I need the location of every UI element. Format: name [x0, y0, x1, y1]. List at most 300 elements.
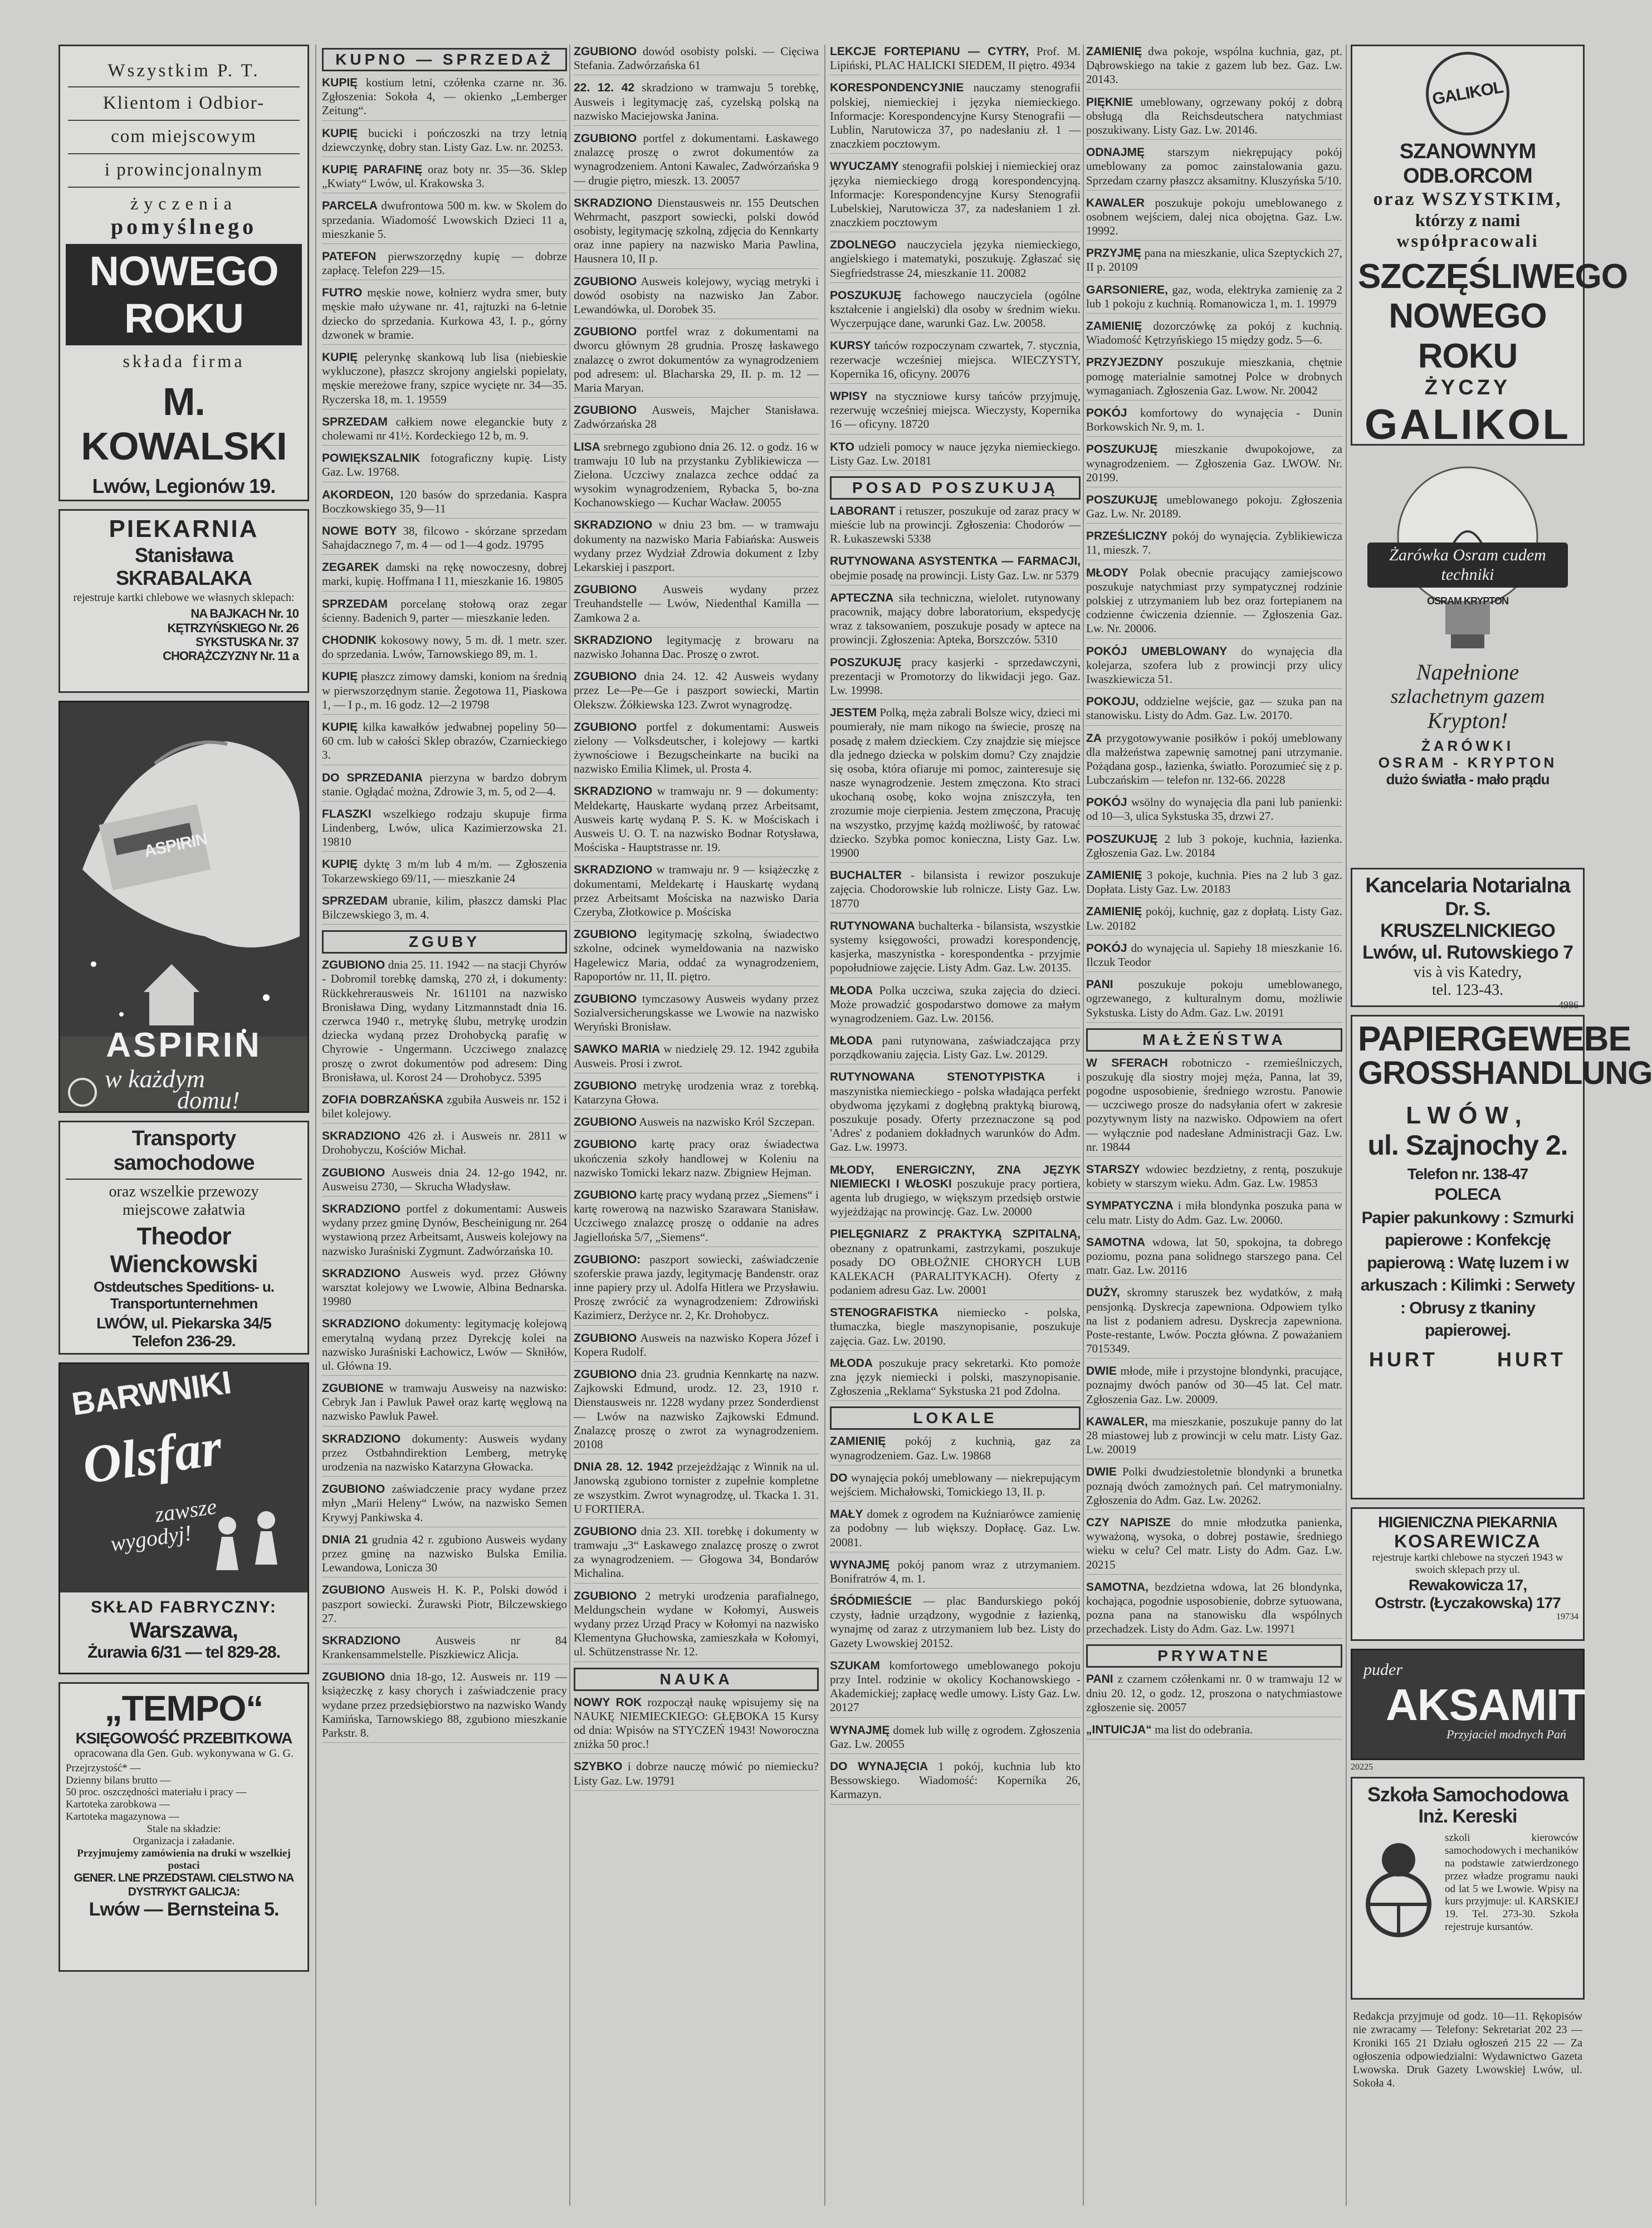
classified-headline: ZGUBIONO — [322, 1166, 385, 1179]
tempo-ad — [58, 1682, 309, 1972]
classified-body: do mnie młodzutka panienka, wyważoną, wysoka, o dobrej postawie, średniego wieku w celu? Cel matr. Listy do Adm. Gaz. Lw. 20215 — [1086, 1515, 1343, 1571]
classified-ad — [1086, 644, 1342, 690]
classified-body: kartę pracy oraz świadectwa ukończenia szkoły handlowej w Koleniu na nazwisko Tomicki lekarz nazw. Zbigniew Hejman. — [574, 1137, 819, 1179]
classified-headline: KUPIĘ — [322, 858, 358, 871]
classified-headline: 22. 12. 42 — [574, 81, 635, 95]
classified-ad — [1086, 795, 1342, 826]
classified-headline: POSZUKUJĘ — [1086, 443, 1158, 456]
classified-ad — [830, 45, 1081, 75]
classified-ad — [322, 1634, 567, 1664]
classified-ad — [830, 1594, 1081, 1653]
bakery-address: CHORĄŻCZYZNY Nr. 11 a — [163, 649, 299, 663]
papier-phone: Telefon nr. 138-47 — [1407, 1165, 1528, 1183]
classified-body: całkiem nowe eleganckie buty z cholewami nr 41½. Kordeckiego 12 b, m. 9. — [322, 414, 568, 442]
classified-ad — [830, 554, 1081, 585]
classified-ad — [1086, 868, 1342, 899]
classified-headline: KURSY — [830, 339, 871, 353]
classified-body: dnia 18-go, 12. Ausweis nr. 119 — książeczkę z kasy chorych i zaświadczenie pracy wydane przez przedsiębiorstwo na nazwisko Wandy Kamińska, Tarnowskiego 88, zgubiono mieszkanie Parkstr. 8. — [322, 1670, 567, 1740]
aspirin-slogan: domu! — [177, 1087, 240, 1114]
classified-headline: PRZEŚLICZNY — [1086, 530, 1167, 543]
notary-phone: tel. 123-43. — [1431, 981, 1504, 999]
classified-ad — [830, 1507, 1081, 1552]
classified-body: przejeżdżając z Winnik na ul. Janowską zgubiono tornister z zupełnie kompletne ze wszystkim. Zwrot wynagrodzę, ul. Tkacka 1. 31. U FORTIERA. — [574, 1460, 819, 1516]
classified-headline: POSZUKUJĘ — [1086, 832, 1158, 846]
classified-body: i maszynistka niemieckiego - polska władająca perfekt obydwoma językami z dogłębną praktyką biurową, poszukuje posady. Oferty przeznaczone są pod 'Adres' z podaniem dokładnych warunków do Adm. Gaz. Lw. 19973. — [830, 1070, 1081, 1154]
classified-headline: ZGUBIONO — [574, 670, 637, 683]
classified-body: poszukuje pokoju umeblowanego, ogrzewanego, z kulturalnym domu, możliwie Sykstuska. Listy do Adm. Gaz. Lw. 20191 — [1086, 978, 1342, 1019]
papier-title: GROSSHANDLUNG — [1358, 1055, 1652, 1091]
classified-body: skradziono w tramwaju 5 torebkę, Ausweis i legitymację zaś, cyzelską polską na nazwisko Maciejowska Janina. — [574, 81, 819, 123]
classified-body: pierzyna w bardzo dobrym stanie. Ogłądać można, Zdrowie 3, m. 5, od 2—4. — [322, 770, 567, 798]
section-header: ZGUBY — [322, 930, 567, 954]
dancing-figures-icon — [199, 1503, 300, 1587]
classified-body: mieszkanie dwupokojowe, za wynagrodzeniem. — Zgłoszenia Gaz. LWOW. Nr. 20199. — [1086, 442, 1342, 484]
classified-ad — [322, 1583, 567, 1628]
classified-ad — [1086, 283, 1342, 314]
classified-ad — [322, 894, 567, 925]
olstar-slogan: zawsze — [153, 1493, 218, 1527]
classified-body: umeblowany, ogrzewany pokój z dobrą obsługą dla Reichsdeutschera natychmiast poszukiwany. Listy Gaz. Lw. 20146. — [1086, 95, 1343, 136]
classified-body: fachowego nauczyciela (ogólne kształcenie i angielski) dla osoby w średnim wieku. Wyczerpujące dane, warunki Gaz. Lw. 20058. — [830, 288, 1081, 330]
classified-body: i retuszer, poszukuje od zaraz pracy w mieście lub na prowincji. Zgłoszenia: Chodorów — R. Łukaszewski 5338 — [830, 504, 1081, 546]
classified-ad — [574, 992, 819, 1037]
classified-body: siła techniczna, wielolet. rutynowany pracownik, mający dobre laboratorium, ekspedycję wraz z taksowaniem, poszukuje posady w aptece na prowincji. Zgłoszenia: Apteka, Borszczów. 5310 — [830, 590, 1081, 647]
classified-ad — [830, 984, 1081, 1029]
classified-ad — [322, 1381, 567, 1426]
classified-body: wdowiec bezdzietny, z rentą, poszukuje kobiety w starszym wieku. Adm. Gaz. Lw. 19853 — [1086, 1162, 1342, 1190]
classified-headline: ZGUBIONO — [574, 583, 637, 597]
classified-headline: JESTEM — [830, 706, 877, 720]
classified-headline: SKRADZIONO — [322, 1432, 401, 1445]
aspirin-ad — [58, 701, 309, 1113]
classified-headline: DUŻY, — [1086, 1286, 1120, 1299]
classified-body: 2 lub 3 pokoje, kuchnia, łazienka. Zgłoszenia Gaz. Lw. 20184 — [1086, 832, 1343, 859]
classified-body: Dienstausweis nr. 155 Deutschen Wehrmacht, paszport sowiecki, polski dowód osobisty, legitymację szkolną, zdjęcia do Kennkarty oraz inne papiery na nazwisko Maria Pawlina, Hausnera 10, II p. — [574, 196, 819, 266]
classified-body: pani rutynowana, zaświadczająca przy porządkowaniu zajęcia. Listy Gaz. Lw. 20129. — [830, 1034, 1081, 1062]
classified-headline: SPRZEDAM — [322, 894, 388, 907]
olstar-dyes-ad — [58, 1362, 309, 1674]
classified-headline: POKÓJ UMEBLOWANY — [1086, 644, 1228, 658]
classified-headline: KUPIĘ — [322, 720, 358, 734]
classified-body: dnia 24. 12. 42 Ausweis wydany przez Le—Pe—Ge i paszport sowiecki, Martin Olekszw. Żółkiewska 123. Zwrot wynagrodzę. — [574, 670, 819, 711]
classified-headline: DO SPRZEDANIA — [322, 771, 423, 784]
classified-headline: ZGUBIONO — [574, 1525, 637, 1538]
classified-body: skromny staruszek bez wydatków, z małą pensjonką. Dyskrecja zapewniona. Odpowiem tylko na list z podaniem adresu. Dyskrecja zapewniona. Poste-restante, Lwów. Poczta główna. Z poważaniem 7015349. — [1086, 1286, 1343, 1356]
classified-body: paszport sowiecki, zaświadczenie szoferskie prawa jazdy, legitymację Bandenstr. oraz inne papiery przy ul. Adolfa Hitlera we Przysławiu. Proszę zwrócić za wynagrodzeniem: Zdrowiński Kazimierz, Derżyce nr. 2, Kr. Drohobycz. — [574, 1252, 819, 1322]
classified-body: obeznany z opatrunkami, zastrzykami, poszukuje posady DO OBŁOŻNIE CHORYCH LUB KALEKACH (PARALITYKACH). Oferty z podaniem adresu Gaz. Lw. 20001 — [830, 1241, 1081, 1297]
classified-body: pelerynkę skankową lub lisa (niebieskie wykluczone), płaszcz skrojony angielski popielaty, męskie mereżowe frany, szpice wycięte nr. 34—35. Ryczerska 18, m. 1. 19559 — [322, 350, 567, 406]
osram-slogan: szlachetnym gazem — [1390, 685, 1545, 707]
classified-ad — [830, 389, 1081, 434]
galikol-signature: GALIKOL — [1365, 400, 1571, 448]
classified-body: legitymację z browaru na nazwisko Johanna Dac. Proszę o zwrot. — [574, 633, 819, 661]
ad-number: 20225 — [1351, 1762, 1373, 1772]
kruszelnicki-notary-ad — [1351, 868, 1585, 1011]
classified-ad — [1086, 1286, 1342, 1359]
aksamit-slogan — [1446, 1727, 1566, 1741]
bakery-text: rejestruje kartki chlebowe we własnych sklepach: — [73, 592, 295, 604]
classified-ad — [322, 771, 567, 802]
classified-body: tańców rozpoczynam czwartek, 7. stycznia, rezerwacje wcześniej miejsca. WIECZYSTY, Kopernika 16, oficyny. 20076 — [830, 339, 1081, 380]
classified-ad — [574, 1042, 819, 1073]
classified-headline: ZGUBIONO — [322, 1483, 385, 1496]
classified-body: legitymację szkolną, świadectwo szkolne, odcinek wymeldowania na nazwisko Hagelewicz Maria, oddać za wynagrodzeniem, Rapoportów nr. 11, II. piętro. — [574, 927, 819, 983]
classified-ad — [322, 451, 567, 482]
transport-phone: Telefon 236-29. — [132, 1332, 236, 1350]
classified-headline: DWIE — [1086, 1365, 1117, 1378]
classified-headline: ZGUBIONE — [322, 1382, 384, 1395]
company-name: M. KOWALSKI — [81, 379, 287, 468]
classified-body: portfel z dokumentami: Ausweis zielony — Volksdeutscher, i kolejowy — kartki żywnościowe i Bezugscheinkarte na buciki na nazwisko Emilia Klimek, ul. Prosta 4. — [574, 720, 819, 776]
classified-headline: APTECZNA — [830, 591, 894, 604]
classified-headline: KORESPONDENCYJNIE — [830, 81, 964, 95]
classified-body: 3 pokoje, kuchnia. Pies na 2 lub 3 gaz. Dopłata. Listy Gaz. Lw. 20183 — [1086, 868, 1343, 896]
galikol-ad — [1351, 45, 1627, 448]
classified-body: pracy kasjerki - sprzedawczyni, prezentacji w Promotorzy do likwidacji jego. Gaz. Lw. 19998. — [830, 655, 1081, 697]
classified-body: w tramwaju nr. 9 — dokumenty: Meldekartę, Hauskarte wydaną przez Arbeitsamt, Ausweis kartę wydaną P. S. K. w Mościskach i Ausweis U. O. T. na nazwisko Bodnar Rotysława, Mościska - Hauptstrasse nr. 19. — [574, 784, 819, 854]
classified-body: buchalterka - bilansista, wszystkie systemy księgowości, prowadzi korespondencję, kasjerka, maszynistka - korespondentka - przyjmie popołudniowe zajęcie. Listy Adm. Gaz. Lw. 20135. — [830, 918, 1081, 975]
section-header: PRYWATNE — [1086, 1644, 1342, 1668]
kowalski-ad — [58, 45, 309, 501]
left-ads-column — [58, 45, 309, 1980]
classified-headline: KAWALER, — [1086, 1415, 1148, 1428]
aspirin-slogan: w każdym — [105, 1064, 206, 1093]
classified-ad — [574, 325, 819, 398]
classified-headline: SAMOTNA — [1086, 1235, 1146, 1249]
classified-headline: RUTYNOWANA ASYSTENTKA — FARMACJI, — [830, 555, 1081, 568]
classified-ad — [830, 1723, 1081, 1754]
classified-headline: PIĘKNIE — [1086, 95, 1133, 109]
classified-ad — [830, 440, 1081, 471]
section-header: POSAD POSZUKUJĄ — [830, 476, 1081, 500]
classified-headline: STENOGRAFISTKA — [830, 1306, 939, 1320]
classified-headline: MŁODY — [1086, 566, 1128, 579]
classified-ad — [830, 238, 1081, 283]
classified-headline: W SFERACH — [1086, 1056, 1168, 1069]
classified-headline: POSZUKUJĘ — [1086, 493, 1158, 506]
classified-ad — [322, 1317, 567, 1376]
greeting-line: com miejscowym — [68, 121, 300, 154]
classified-ad — [830, 504, 1081, 549]
classified-ad — [830, 919, 1081, 978]
kosarewicz-bakery-ad — [1351, 1507, 1585, 1641]
bakery2-address: Rewakowicza 17, — [1408, 1576, 1527, 1594]
papier-title: PAPIERGEWEBE — [1358, 1020, 1631, 1058]
classified-headline: SKRADZIONO — [574, 519, 653, 532]
classified-headline: ZAMIENIĘ — [1086, 45, 1142, 58]
classified-body: i dobrze nauczę mówić po niemiecku? Listy Gaz. Lw. 19791 — [574, 1760, 819, 1787]
classified-ad — [1086, 442, 1342, 487]
classified-ad — [322, 350, 567, 409]
classified-ad — [1086, 941, 1342, 972]
classified-ad — [322, 250, 567, 280]
classified-ad — [322, 597, 567, 628]
classified-headline: WYNAJMĘ — [830, 1558, 890, 1571]
classified-headline: DNIA 21 — [322, 1533, 368, 1546]
classified-headline: ZGUBIONO — [574, 404, 637, 417]
classified-headline: SZUKAM — [830, 1659, 880, 1672]
classified-ad — [574, 927, 819, 986]
classifieds-column-2 — [574, 45, 819, 2206]
classified-body: stenografii polskiej i niemieckiej oraz języka niemieckiego drogą korespondencyjną. Informacje: Korespondencyjne Kursy Stenografii Lubelskiej, Narutowicza 37, za nadesłaniem 1 zł. znaczkiem pocztowym — [830, 159, 1081, 229]
classified-body: zgubiła Ausweis nr. 152 i bilet kolejowy. — [322, 1092, 568, 1121]
classified-ad — [322, 1267, 567, 1312]
classified-ad — [830, 1070, 1081, 1157]
classified-ad — [830, 656, 1081, 701]
tempo-text: Stale na składzie: — [146, 1823, 221, 1835]
classified-ad — [1086, 566, 1342, 639]
school-text: szkoli kierowców samochodowych i mechaników na podstawie zatwierdzonego przez władze programu nauki od lat 5 we Lwowie. Wpisy na kurs przyjmuje: ul. KARSKIEJ 19. Tel. 273-30. Szkoła rejestruje kursantów. — [1445, 1832, 1578, 1933]
classified-ad — [830, 706, 1081, 863]
classified-headline: NOWE BOTY — [322, 524, 397, 538]
classified-body: kilka kawałków jedwabnej popeliny 50—60 cm. lub w całości Sklep obrazów, Czarnieckiego 3. — [322, 720, 568, 762]
classified-body: portfel wraz z dokumentami na dworcu głównym 28 grudnia. Proszę łaskawego znalazcę o zwrot dokumentów za wynagrodzeniem pod adresem: ul. Blacharska 29, II. p. m. 12 — Maria Maryan. — [574, 325, 819, 394]
classified-headline: SAMOTNA, — [1086, 1580, 1148, 1594]
classified-body: Ausweis na nazwisko Kopera Józef i Kopera Rudolf. — [574, 1331, 819, 1359]
classified-body: w niedzielę 29. 12. 1942 zgubiła Ausweis. Prosi i zwrot. — [574, 1042, 819, 1070]
bakery2-text: rejestruje kartki chlebowe na styczeń 1943 w swoich sklepach przy ul. — [1372, 1551, 1563, 1576]
classified-headline: ZGUBIONO — [574, 928, 637, 941]
classified-headline: ZA — [1086, 731, 1102, 745]
bakery-address: KĘTRZYŃSKIEGO Nr. 26 — [167, 620, 299, 635]
classified-headline: SZYBKO — [574, 1760, 623, 1773]
classified-ad — [322, 1166, 567, 1196]
classified-headline: ŚRÓDMIEŚCIE — [830, 1595, 912, 1608]
classified-body: portfel z dokumentami: Ausweis wydany przez gminę Dynów, Bescheinigung nr. 264 wystawioną przez Arbeitsamt, Ausweis kolejowy na nazwisko Juraśniski Zygmunt. Zadwórzańska 10. — [322, 1202, 567, 1258]
classified-body: domek lub willę z ogrodem. Zgłoszenia Gaz. Lw. 20055 — [830, 1723, 1081, 1751]
classified-body: wynajęcia pokój umeblowany — niekrepującym wejściem. Michałowski, Tomickiego 13, II. p. — [830, 1470, 1081, 1498]
classified-headline: ODNAJMĘ — [1086, 146, 1145, 159]
classified-ad — [322, 1670, 567, 1743]
classified-headline: KUPIĘ — [322, 76, 358, 89]
classified-body: robotniczo - rzemieślniczych, poszukuję dla siostry mojej męża, Panna, lat 39, pogodne usposobienie, średniego wzrostu. Panowie — uczciwego prosze do nadsyłania ofert w zakresie pozytywnym listy na nazwisko. Odpowiem na ofert — wyłącznie pod nadesłane Administracji Gaz. Lw. nr. 19844 — [1086, 1056, 1342, 1154]
classified-body: starszym niekrępujący pokój umeblowany za pomoc zainstalowania gazu. Sprzedam czarny płaszcz aksamitny. Kluszyńska 5/10. — [1086, 145, 1343, 187]
notary-text: vis à vis Katedry, — [1413, 963, 1522, 981]
classified-body: — plac Bandurskiego pokój czysty, ładnie urządzony, wygodnie z łazienką, wynajmę od zaraz z utrzymaniem lub bez. Listy do Gazety Lwowskiej 20152. — [830, 1594, 1081, 1650]
classified-body: oraz boty nr. 35—36. Sklep „Kwiaty“ Lwów, ul. Krakowska 3. — [322, 162, 567, 190]
classified-body: Polak obecnie pracujący zamiejscowo poszukuje natychmiast przy sympatycznej rodzinie polskiej z utrzymaniem lub bez oraz fortepianem na codzienne ćwiczenia dziennie. — Zgłoszenia Gaz. Lw. Nr. 20006. — [1086, 565, 1342, 636]
bakery2-name: KOSAREWICZA — [1394, 1531, 1541, 1552]
classified-body: pokój panom wraz z utrzymaniem. Bonifratrów 4, m. 1. — [830, 1557, 1081, 1585]
classified-body: z czarnem czółenkami nr. 0 w tramwaju 12 w dniu 20. 12, o godz. 12, proszona o natychmiastowe zgłoszenie się. 20057 — [1086, 1672, 1342, 1714]
classified-headline: ZGUBIONO — [574, 720, 637, 734]
classified-ad — [1086, 1516, 1342, 1575]
transport-text: miejscowe załatwia — [122, 1201, 245, 1219]
ad-number: 19734 — [1556, 1612, 1578, 1622]
classified-headline: POKÓJ — [1086, 796, 1127, 809]
classified-body: dozorczówkę za pokój z kuchnią. Wiadomość Kętrzyńskiego 15 między godz. 5—6. — [1086, 319, 1343, 347]
classified-body: niemiecko - polska, tłumaczka, biegle maszynopisanie, poszukuje zajęcia. Gaz. Lw. 20190. — [830, 1306, 1081, 1347]
classified-headline: PIELĘGNIARZ Z PRAKTYKĄ SZPITALNĄ, — [830, 1228, 1081, 1241]
classified-body: tymczasowy Ausweis wydany przez Sozialversicherungskasse we Lwowie na nazwisko Weryński Bronisław. — [574, 991, 819, 1034]
classified-body: dwufrontowa 500 m. kw. w Skolem do sprzedania. Wiadomość Lwowskich Dzieci 11 a, mieszkanie 5. — [322, 199, 568, 241]
galikol-greeting: NOWEGO ROKU — [1389, 297, 1547, 375]
classified-headline: PRZYJEZDNY — [1086, 356, 1164, 369]
classified-body: udzieli pomocy w nauce języka niemieckiego. Listy Gaz. Lw. 20181 — [830, 439, 1081, 467]
olstar-address: Warszawa, — [129, 1618, 238, 1643]
notary-title: Kancelaria Notarialna — [1365, 874, 1570, 897]
classified-body: Ausweis nr 84 Krankensammelstelle. Piszkiewicz Alicja. — [322, 1633, 568, 1662]
column-rule — [1083, 45, 1084, 2206]
classified-ad — [1086, 1162, 1342, 1193]
classified-headline: SKRADZIONO — [322, 1267, 401, 1280]
classified-ad — [1086, 1364, 1342, 1409]
classified-headline: ZAMIENIĘ — [1086, 869, 1142, 882]
column-rule — [1346, 45, 1347, 2206]
papier-city: LWÓW, — [1406, 1101, 1529, 1129]
classified-ad — [322, 286, 567, 345]
classified-headline: RUTYNOWANA STENOTYPISTKA — [830, 1071, 1045, 1084]
classified-ad — [322, 488, 567, 519]
bakery2-address: Ostrstr. (Łyczakowska) 177 — [1375, 1594, 1561, 1611]
classified-headline: MŁODA — [830, 1034, 873, 1048]
galikol-text: którzy z nami — [1415, 210, 1521, 231]
classified-headline: ZGUBIONO — [322, 959, 385, 972]
classified-body: Prof. M. Lipiński, PLAC HALICKI SIEDEM, II piętro. 4934 — [830, 45, 1081, 72]
classified-headline: PARCELA — [322, 199, 378, 213]
classified-ad — [830, 1659, 1081, 1718]
classified-headline: ZGUBIONO — [574, 1589, 637, 1602]
classified-ad — [322, 560, 567, 591]
classified-headline: SKRADZIONO — [574, 633, 653, 647]
olstar-address: Żurawia 6/31 — tel 829-28. — [87, 1643, 280, 1662]
olstar-title: BARWNIKI — [69, 1364, 233, 1423]
classified-ad — [322, 857, 567, 888]
classified-headline: ZGUBIONO — [574, 1138, 637, 1151]
tempo-title: „TEMPO“ — [104, 1688, 263, 1728]
classified-headline: KUPIĘ — [322, 351, 358, 364]
classified-ad — [830, 1434, 1081, 1465]
classified-ad — [1086, 1465, 1342, 1510]
classified-body: 1 pokój, kuchnia lub kto Bessowskiego. Wiadomość: Kopernika 26, Karmazyn. — [830, 1759, 1081, 1801]
tempo-item: Dzienny bilans brutto — — [66, 1774, 171, 1786]
classified-ad — [1086, 905, 1342, 935]
classified-body: fotograficzny kupię. Listy Gaz. Lw. 19768. — [322, 451, 567, 479]
classified-ad — [1086, 1723, 1342, 1740]
classifieds-column-3 — [830, 45, 1081, 2206]
classified-ad — [574, 863, 819, 922]
classified-ad — [830, 1163, 1081, 1222]
aksamit-brand: AKSAMIT — [1386, 1680, 1585, 1729]
classified-headline: ZGUBIONO — [322, 1584, 385, 1597]
classified-headline: SPRZEDAM — [322, 415, 388, 428]
classified-ad — [1086, 1199, 1342, 1229]
papiergewebe-ad — [1351, 1015, 1652, 1499]
classified-headline: ZGUBIONO — [574, 1079, 637, 1092]
classified-ad — [1086, 1415, 1342, 1460]
papier-footer — [1358, 1342, 1577, 1371]
classified-headline: ZGUBIONO — [574, 1368, 637, 1381]
classified-headline: LABORANT — [830, 504, 896, 517]
classified-ad — [322, 524, 567, 555]
classified-ad — [574, 1115, 819, 1132]
classified-ad — [574, 583, 819, 628]
classified-body: Ausweis na nazwisko Król Szczepan. — [639, 1115, 815, 1129]
tempo-item: 50 proc. oszczędności materiału i pracy — — [66, 1786, 247, 1799]
classified-headline: ZAMIENIĘ — [1086, 320, 1142, 333]
classified-ad — [574, 1696, 819, 1755]
classified-body: nauczamy stenografii polskiej, niemieckiej i języka niemieckiego. Informacje: Korespondencyjne Kursy Stenografii — Lublin, Narutowicza 37, po nadesłaniu zł. 1 — znaczkiem pocztowym. — [830, 81, 1081, 151]
section-header: KUPNO — SPRZEDAŻ — [322, 48, 567, 71]
classified-ad — [1086, 1580, 1342, 1639]
classified-headline: GARSONIERE, — [1086, 283, 1169, 296]
classified-ad — [574, 633, 819, 664]
section-header: LOKALE — [830, 1406, 1081, 1430]
classified-body: portfel z dokumentami. Łaskawego znalazcę proszę o zwrot dokumentów za wynagrodzeniem. Antoni Kawalec, Zadwórzańska 9 — drugie piętro, mieszk. 13. 20057 — [574, 131, 819, 187]
classified-ad — [830, 1034, 1081, 1064]
classified-body: pana na mieszkanie, ulica Szeptyckich 27, II p. 20109 — [1086, 246, 1342, 274]
classified-body: w tramwaju Ausweisy na nazwisko: Cebryk Jan i Pawluk Paweł oraz kartę węglową na nazwisko Pawluk Paweł. — [322, 1381, 567, 1423]
classified-ad — [322, 76, 567, 121]
classified-body: pokój, kuchnię, gaz z dopłatą. Listy Gaz. Lw. 20182 — [1086, 905, 1343, 932]
classified-ad — [1086, 832, 1342, 863]
tempo-address: Lwów — Bernsteina 5. — [89, 1898, 279, 1920]
bakery-address: NA BAJKACH Nr. 10 — [190, 607, 299, 621]
classified-ad — [574, 1367, 819, 1454]
classified-ad — [574, 670, 819, 715]
transport-address: LWÓW, ul. Piekarska 34/5 — [96, 1314, 271, 1332]
classified-body: metrykę urodzenia wraz z torebką. Katarzyna Głowa. — [574, 1078, 819, 1106]
greeting-line: Wszystkim P. T. — [68, 56, 300, 87]
masthead-footer: Redakcja przyjmuje od godz. 10—11. Rękopisów nie zwracamy — Telefony: Sekretariat 202 23 — Kroniki 165 21 Działu ogłoszeń 215 22 — Za ogłoszenia odpowiedzialni: Wydawnictwo Gazeta Lwowska. Druk Gazety Lwowskiej Lwów, ul. Sokoła 4. — [1353, 2010, 1582, 2089]
bakery-owner: Stanisława SKRABALAKA — [116, 543, 252, 589]
classified-body: dnia 25. 11. 1942 — na stacji Chyrów - Dobromil torebkę damską, 270 zł, i dokumenty: Rückkehrerausweis Nr. 161101 na nazwisko Bronisława Ding, wydany Litzmannstadt dnia 16. czerwca 1940 r., metrykę ślubu, metrykę urodzin dziecka wydaną przez Drohobycką parafię w Chyrowie - Ungermann. Uczciwego znalazcę proszę o zwrot dokumentów pod adresem: Ding Bronisława, ul. Korost 24 — Drohobycz. 5395 — [322, 958, 568, 1084]
classified-body: Polką, męża zabrali Bolsze wicy, dzieci mi poumierały, nie mam nikogo na świecie, proszę na posadę z małem dzieckiem. Czy znajdzie się miejsce dla jednego dziecka w polskim domu? Czy znajdzie się osoba, która ofiaruje mi pomoc, zainteresuje się nasze wynagrodzenie. Jestem zmęczona. Kto straci ukochaną osobę, koko wojna zniszczyła, ten zrozumie moje cierpienia. Jestem zmęczona, Pracuję na wszystko, przyjmę każdą możliwość, by ratować dziecko. Szybka pomoc konieczna, Listy Gaz. Lw. 19900 — [830, 706, 1081, 859]
classified-ad — [574, 403, 819, 434]
classified-body: bezdzietna wdowa, lat 26 blondynka, kochająca, pogodnie usposobienie, dobrze sytuowana, pozna pana na stanowisku dla wspólnych przechadzek. Listy do Adm. Gaz. Lw. 19971 — [1086, 1580, 1343, 1636]
tempo-text: Organizacja i załadanie. — [133, 1835, 235, 1847]
tempo-text: GENER. LNE PRZEDSTAWI. CIELSTWO NA DYSTRYKT GALICJA: — [74, 1872, 294, 1898]
classified-body: Polki dwudziestoletnie blondynki a brunetka poznają dwóch zamożnych pań. Cel matrymonialny. Zgłoszenia do Adm. Gaz. Lw. 20262. — [1086, 1465, 1343, 1507]
notary-name: Dr. S. KRUSZELNICKIEGO — [1380, 898, 1555, 941]
classified-headline: PATEFON — [322, 250, 377, 263]
classified-ad — [574, 275, 819, 320]
classified-headline: ZEGAREK — [322, 561, 379, 574]
classified-body: gaz, woda, elektryka zamienię za 2 lub 1 pokoju z kuchnią. Romanowicza 1, m. 1. 19979 — [1086, 282, 1342, 310]
classified-ad — [322, 415, 567, 446]
classified-headline: NOWY ROK — [574, 1696, 642, 1709]
classified-body: Ausweis H. K. P., Polski dowód i paszport sowiecki. Żurawski Piotr, Bilczewskiego 27. — [322, 1583, 567, 1625]
classified-body: w tramwaju nr. 9 — książeczkę z dokumentami, Meldekartę i Hauskartę wydaną przez Arbeitsamt Mościska na nazwisko Daria Czeryba, Złotkowice p. Mościska — [574, 863, 819, 918]
classified-body: 2 metryki urodzenia parafialnego, Meldungschein wydane w Kołomyi, Ausweis wydany przez Urząd Pracy w Kołomyi na nazwisko Klementyna Głuchowska, zamieszkała w Kołomyi, ul. Schützenstrasse Nr. 12. — [574, 1589, 819, 1659]
classified-body: porcelanę stołową oraz zegar ścienny. Badenich 9, parter — mieszkanie leden. — [322, 597, 567, 624]
transport-owner: Theodor Wienckowski — [110, 1222, 258, 1278]
classified-body: męskie nowe, kołnierz wydra smer, buty męskie mało używane nr. 41, rajtuzki na 6-letnie dziecko do sprzedania. Kurkowa 43, I. p., górny dzwonek w bramie. — [322, 286, 567, 341]
classified-ad — [830, 1227, 1081, 1300]
classified-body: komfortowy do wynajęcia - Dunin Borkowskich Nr. 9, m. 1. — [1086, 405, 1342, 434]
classified-headline: SPRZEDAM — [322, 597, 388, 610]
classified-body: dokumenty: legitymację kolejową emerytalną wydaną przez Dyrekcję kolei na nazwisko Juraśniski Łachowicz, Lwów — Skniłów, ul. Główna 19. — [322, 1317, 567, 1372]
greeting-line: życzenia — [130, 193, 237, 213]
classified-body: w dniu 23 bm. — w tramwaju dokumenty na nazwisko Maria Fabiańska: Ausweis wydany przez Wydział Zdrowia dokument z Izby Lekarskiej i paszport. — [574, 518, 819, 574]
classified-body: damski na rękę nowoczesny, dobrej marki, kupię. Hoffmana I 11, mieszkanie 16. 19805 — [322, 560, 568, 588]
bakery-address: SYKSTUSKA Nr. 37 — [195, 634, 299, 649]
osram-text: dużo światła - mało prądu — [1386, 771, 1550, 788]
classified-headline: FLASZKI — [322, 807, 372, 820]
classified-ad — [1086, 695, 1342, 725]
classified-ad — [1086, 493, 1342, 524]
galikol-text: współpracowali — [1396, 231, 1539, 251]
skrabalak-bakery-ad — [58, 509, 309, 693]
classified-body: wdowa, lat 50, spokojna, ta dobrego poziomu, pozna pana solidnego starszego pana. Cel matr. Gaz. Lw. 20116 — [1086, 1235, 1342, 1277]
osram-slogan: Krypton! — [1427, 708, 1508, 734]
classified-body: Polka uczciwa, szuka zajęcia do dzieci. Może prowadzić gospodarstwo domowe za małym wynagrodzeniem. Gaz. Lw. 20156. — [830, 983, 1081, 1025]
classified-body: nauczyciela języka niemieckiego, angielskiego i matematyki, poszukuję. Zgłaszać się Siegfriedstrasse 24, mieszkanie 11. 20082 — [830, 238, 1081, 280]
classified-ad — [830, 591, 1081, 650]
classified-headline: SKRADZIONO — [322, 1634, 401, 1647]
osram-banner: Żarówka Osram cudem techniki — [1367, 543, 1568, 588]
galikol-text: ŻYCZY — [1424, 375, 1511, 399]
